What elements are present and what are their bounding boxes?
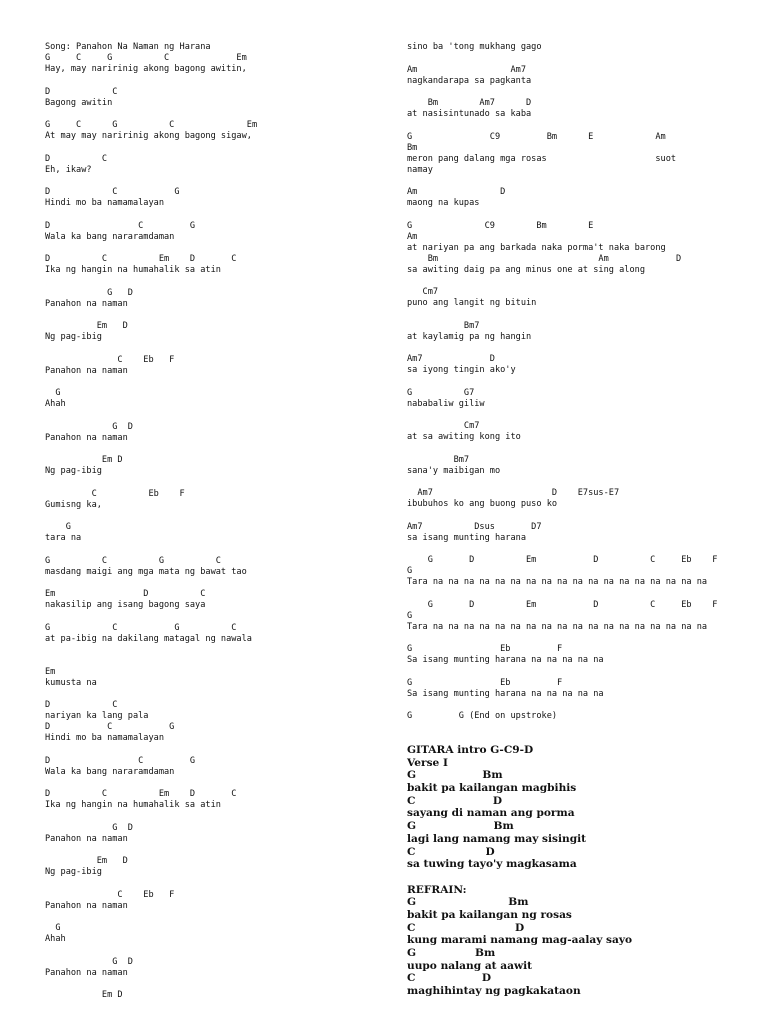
song-line: Tara na na na na na na na na na na na na na na na na na na [407, 621, 708, 632]
song-line: uupo nalang at aawit [407, 959, 533, 972]
song-line: C D [407, 845, 495, 858]
song-line: sayang di naman ang porma [407, 807, 575, 820]
line-gap [45, 444, 390, 456]
line-gap [407, 343, 752, 355]
song-line: G C G C [45, 555, 221, 566]
song-line: REFRAIN: [407, 883, 467, 896]
song-line: G Bm [407, 896, 529, 909]
song-line: G D Em D C Eb F [407, 555, 718, 565]
line-gap [45, 645, 390, 667]
song-line: nariyan ka lang pala [45, 711, 149, 721]
line-gap [45, 343, 390, 355]
song-line: D C G [45, 220, 196, 231]
song-line: bakit pa kailangan ng rosas [407, 908, 572, 921]
line-gap [407, 276, 752, 288]
line-gap [45, 276, 390, 288]
song-line: Ng pag-ibig [45, 332, 102, 342]
song-line: Ng pag-ibig [45, 867, 102, 877]
song-line: Panahon na naman [45, 967, 128, 978]
line-gap [45, 243, 390, 255]
song-line: C D [407, 921, 525, 934]
song-line: G Bm [407, 769, 503, 782]
line-gap [407, 544, 752, 556]
line-gap [407, 410, 752, 422]
song-line: C Eb F [45, 889, 175, 900]
line-gap [45, 544, 390, 556]
song-line: D C [45, 153, 108, 164]
song-line: Em D [45, 455, 123, 465]
line-gap [407, 309, 752, 321]
right-column-lyrics [407, 42, 752, 722]
song-line: Tara na na na na na na na na na na na na na na na na na na [407, 577, 708, 587]
song-line: Verse I [407, 756, 448, 769]
song-line: G Eb F [407, 677, 563, 688]
line-gap [45, 75, 390, 87]
song-line: Panahon na naman [45, 365, 128, 376]
line-gap [407, 700, 752, 712]
song-line: D C Em D C [45, 789, 237, 799]
right-column [407, 42, 752, 998]
song-line: At may may naririnig akong bagong sigaw, [45, 131, 252, 141]
song-line: Am7 Dsus D7 [407, 521, 542, 532]
song-line: Am D [407, 187, 506, 197]
song-line: D C G [45, 722, 175, 732]
song-line: Bm7 [407, 320, 480, 331]
song-line: G D Em D C Eb F [407, 599, 718, 610]
song-line: G Bm [407, 820, 514, 833]
song-line: Ahah [45, 934, 66, 944]
song-line: Ika ng hangin na humahalik sa atin [45, 800, 221, 810]
song-line: Ng pag-ibig [45, 466, 102, 476]
song-line: G G (End on upstroke) [407, 711, 558, 721]
song-line: Panahon na naman [45, 833, 128, 844]
song-line: tara na [45, 533, 82, 543]
song-line: G C G C Em [45, 53, 247, 63]
song-line: at kaylamig pa ng hangin [407, 331, 532, 342]
line-gap [407, 53, 752, 65]
line-gap [407, 477, 752, 489]
line-gap [407, 871, 752, 884]
line-gap [407, 87, 752, 99]
song-line: D C [45, 86, 118, 97]
song-line: C D [407, 794, 503, 807]
song-line: Am7 D E7sus-E7 [407, 488, 620, 498]
song-line: G Bm [407, 947, 496, 959]
song-line: Bm Am D [407, 253, 682, 264]
song-line: Em [45, 666, 56, 677]
song-line: G [407, 566, 413, 576]
song-line: ibubuhos ko ang buong puso ko [407, 499, 558, 509]
song-line: G D [45, 956, 133, 967]
song-line: D C G [45, 755, 196, 766]
song-line: Hindi mo ba namamalayan [45, 733, 164, 743]
song-line: Am Am7 [407, 64, 526, 75]
song-line: nagkandarapa sa pagkanta [407, 75, 532, 86]
song-line: Hay, may naririnig akong bagong awitin, [45, 64, 247, 74]
line-gap [407, 120, 752, 132]
line-gap [45, 310, 390, 322]
song-line: sana'y maibigan mo [407, 465, 501, 476]
song-line: Panahon na naman [45, 432, 128, 443]
line-gap [45, 176, 390, 188]
song-line: nababaliw giliw [407, 398, 485, 409]
song-line: kung marami namang mag-aalay sayo [407, 934, 633, 947]
song-line: Bm [407, 142, 418, 153]
line-gap [45, 811, 390, 823]
song-line: Ika ng hangin na humahalik sa atin [45, 265, 221, 275]
song-line: bakit pa kailangan magbihis [407, 782, 577, 795]
song-line: at nariyan pa ang barkada naka porma't naka barong [407, 242, 666, 253]
line-gap [45, 945, 390, 957]
song-line: at nasisintunado sa kaba [407, 109, 532, 119]
song-line: Song: Panahon Na Naman ng Harana [45, 42, 211, 52]
song-line: maong na kupas [407, 198, 480, 208]
song-line: Hindi mo ba namamalayan [45, 198, 164, 208]
line-gap [407, 588, 752, 600]
song-line: namay [407, 164, 433, 175]
song-line: Panahon na naman [45, 298, 128, 309]
line-gap [45, 744, 390, 756]
line-gap [45, 477, 390, 489]
song-line: kumusta na [45, 677, 97, 688]
line-gap [45, 689, 390, 701]
left-column [45, 42, 390, 1001]
line-gap [45, 778, 390, 790]
song-line: Sa isang munting harana na na na na na [407, 655, 604, 665]
song-line: masdang maigi ang mga mata ng bawat tao [45, 566, 247, 577]
song-line: Bagong awitin [45, 97, 113, 108]
song-line: D C [45, 700, 118, 710]
song-line: Sa isang munting harana na na na na na [407, 688, 604, 699]
song-line: sa isang munting harana [407, 532, 526, 543]
line-gap [407, 666, 752, 678]
song-line: at pa-ibig na dakilang matagal ng nawala [45, 633, 252, 644]
song-line: Wala ka bang nararamdaman [45, 231, 175, 242]
song-line: G D [45, 421, 133, 432]
line-gap [45, 209, 390, 221]
song-line: Em D [45, 321, 128, 331]
line-gap [407, 176, 752, 188]
song-line: Cm7 [407, 421, 480, 431]
song-line: Eh, ikaw? [45, 164, 92, 175]
song-line: G G7 [407, 387, 475, 398]
line-gap [45, 979, 390, 991]
song-line: Em D C [45, 589, 206, 599]
song-line: G C G C [45, 622, 237, 633]
song-line: G Eb F [407, 644, 563, 654]
song-line: sa tuwing tayo'y magkasama [407, 858, 577, 871]
song-line: D C G [45, 187, 180, 197]
song-line: C Eb F [45, 488, 185, 499]
song-line: Cm7 [407, 287, 439, 297]
line-gap [45, 845, 390, 857]
line-gap [45, 377, 390, 389]
song-line: G C9 Bm E Am [407, 131, 666, 142]
song-line: lagi lang namang may sisingit [407, 832, 587, 845]
song-line: Ahah [45, 399, 66, 409]
song-line: Em D [45, 856, 128, 866]
song-line: nakasilip ang isang bagong saya [45, 600, 206, 610]
song-line: GITARA intro G-C9-D [407, 744, 534, 756]
line-gap [45, 578, 390, 590]
section-spacer [407, 722, 752, 744]
line-gap [45, 109, 390, 121]
song-line: Wala ka bang nararamdaman [45, 766, 175, 777]
line-gap [45, 611, 390, 623]
song-line: D C Em D C [45, 254, 237, 264]
line-gap [45, 511, 390, 523]
song-line: G [407, 610, 413, 621]
line-gap [407, 510, 752, 522]
song-line: Am [407, 231, 418, 242]
song-line: at sa awiting kong ito [407, 432, 521, 442]
song-line: meron pang dalang mga rosas suot [407, 153, 677, 164]
song-line: sino ba 'tong mukhang gago [407, 42, 542, 52]
song-line: Am7 D [407, 354, 495, 364]
song-line: C Eb F [45, 354, 175, 365]
song-line: Em D [45, 990, 123, 1000]
song-line: Bm7 [407, 454, 470, 465]
line-gap [407, 209, 752, 221]
song-line: G [45, 388, 61, 398]
song-line: Bm Am7 D [407, 98, 532, 108]
song-line: Gumisng ka, [45, 499, 102, 510]
line-gap [45, 410, 390, 422]
line-gap [407, 376, 752, 388]
song-line: G [45, 923, 61, 933]
song-line: puno ang langit ng bituin [407, 298, 537, 308]
gitara-section [407, 744, 752, 998]
line-gap [407, 633, 752, 645]
song-line: G D [45, 822, 133, 833]
song-line: Panahon na naman [45, 900, 128, 911]
song-line: sa awiting daig pa ang minus one at sing along [407, 264, 645, 275]
line-gap [407, 443, 752, 455]
song-line: maghihintay ng pagkakataon [407, 985, 581, 998]
song-line: G C G C Em [45, 120, 258, 130]
line-gap [45, 878, 390, 890]
line-gap [45, 912, 390, 924]
song-line: sa iyong tingin ako'y [407, 365, 516, 375]
song-line: G C9 Bm E [407, 220, 594, 231]
line-gap [45, 142, 390, 154]
song-line: C D [407, 972, 492, 985]
song-line: G [45, 522, 71, 532]
song-line: G D [45, 287, 133, 298]
